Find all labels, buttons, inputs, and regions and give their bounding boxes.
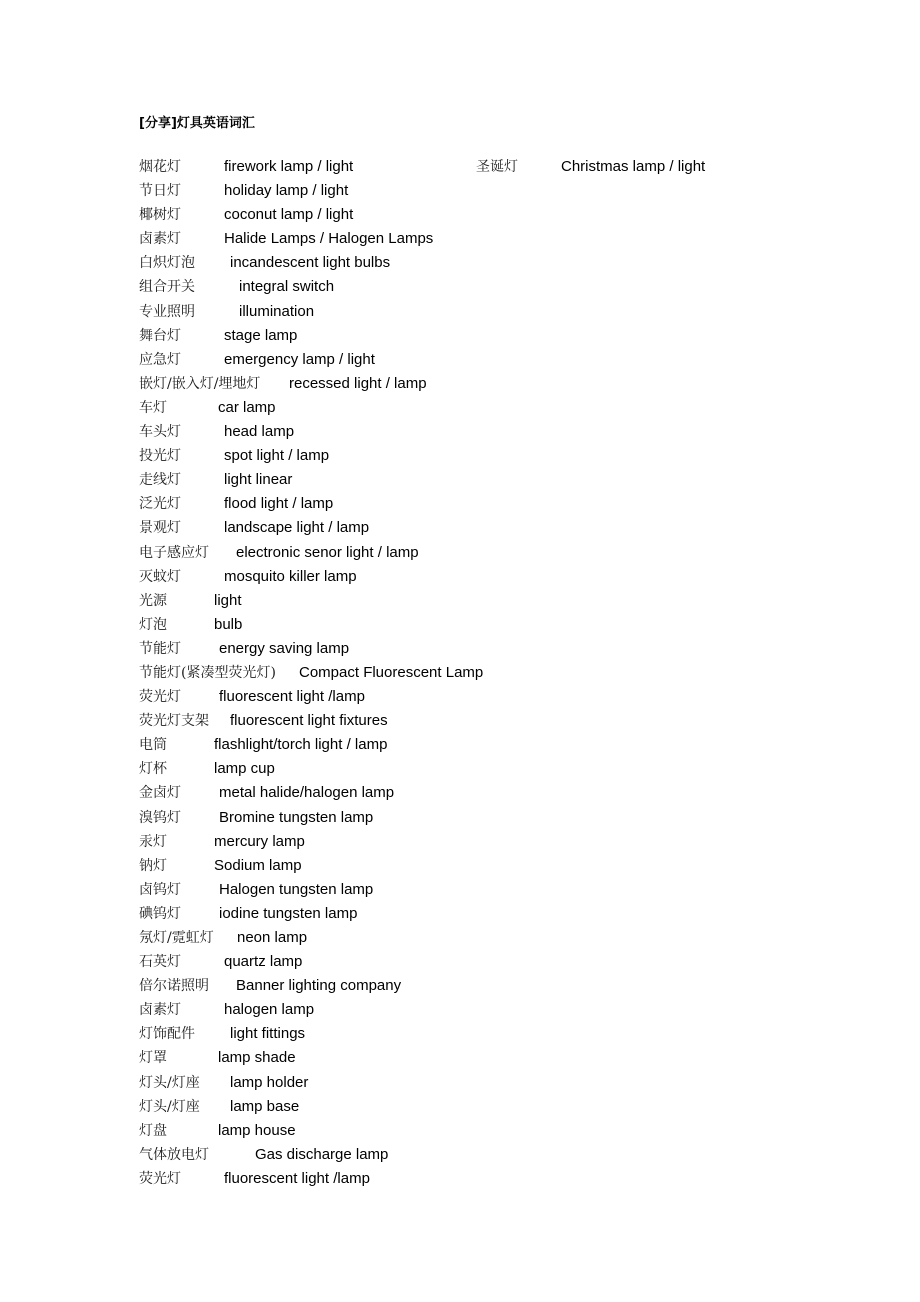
english-term: Halogen tungsten lamp (219, 880, 374, 898)
chinese-term: 车头灯 (139, 424, 181, 441)
vocab-row (139, 300, 779, 324)
vocab-row (139, 1071, 779, 1095)
vocab-row (139, 179, 779, 203)
chinese-term: 车灯 (139, 399, 167, 416)
chinese-term: 灯头/灯座 (139, 1098, 200, 1115)
chinese-term: 卤素灯 (139, 1002, 181, 1019)
english-term: firework lamp / light (224, 158, 354, 175)
english-term: coconut lamp / light (224, 206, 354, 224)
english-term: incandescent light bulbs (230, 254, 391, 272)
english-term: flood light / lamp (224, 495, 334, 513)
english-term: recessed light / lamp (289, 374, 427, 392)
chinese-term: 荧光灯 (139, 689, 181, 706)
chinese-term: 节日灯 (139, 183, 181, 200)
vocab-row (139, 1167, 779, 1191)
vocab-row (139, 468, 779, 492)
vocab-row (139, 227, 779, 251)
vocab-row (139, 830, 779, 854)
vocab-row (139, 661, 779, 685)
vocab-row (139, 613, 779, 637)
english-term: Christmas lamp / light (561, 158, 706, 175)
vocab-row (139, 709, 779, 733)
chinese-term: 节能灯 (139, 640, 181, 657)
english-term: lamp shade (218, 1049, 296, 1067)
chinese-term: 卤素灯 (139, 231, 181, 248)
chinese-term: 灯罩 (139, 1050, 167, 1067)
english-term: energy saving lamp (219, 639, 350, 657)
chinese-term: 光源 (139, 592, 167, 609)
chinese-term: 圣诞灯 (476, 159, 518, 175)
vocab-row (139, 902, 779, 926)
chinese-term: 应急灯 (139, 351, 181, 368)
english-term: landscape light / lamp (224, 519, 370, 537)
vocab-row (139, 998, 779, 1022)
chinese-term: 荧光灯支架 (139, 713, 209, 730)
chinese-term: 灯头/灯座 (139, 1074, 200, 1091)
chinese-term: 溴钨灯 (139, 809, 181, 826)
chinese-term: 灭蚊灯 (139, 568, 181, 585)
chinese-term: 卤钨灯 (139, 881, 181, 898)
english-term: metal halide/halogen lamp (219, 784, 395, 802)
english-term: halogen lamp (224, 1001, 315, 1019)
english-term: flashlight/torch light / lamp (214, 736, 388, 754)
vocab-row (139, 854, 779, 878)
vocab-row (139, 878, 779, 902)
chinese-term: 倍尔诺照明 (139, 978, 209, 995)
english-term: Gas discharge lamp (255, 1145, 389, 1163)
english-term: holiday lamp / light (224, 182, 349, 200)
vocab-row (139, 950, 779, 974)
vocab-row (139, 1095, 779, 1119)
vocab-row (139, 444, 779, 468)
english-term: Halide Lamps / Halogen Lamps (224, 230, 434, 248)
english-term: mosquito killer lamp (224, 567, 357, 585)
english-term: bulb (214, 615, 243, 633)
vocab-row (139, 589, 779, 613)
chinese-term: 舞台灯 (139, 327, 181, 344)
chinese-term: 嵌灯/嵌入灯/埋地灯 (139, 375, 261, 392)
chinese-term: 走线灯 (139, 472, 181, 489)
vocab-row (139, 806, 779, 830)
english-term: integral switch (239, 278, 335, 296)
vocab-row (139, 251, 779, 275)
vocab-row (139, 733, 779, 757)
english-term: light (214, 591, 242, 609)
english-term: neon lamp (237, 929, 308, 946)
english-term: stage lamp (224, 326, 298, 344)
chinese-term: 组合开关 (139, 279, 195, 296)
chinese-term: 灯杯 (139, 761, 167, 778)
vocab-row (139, 1119, 779, 1143)
english-term: spot light / lamp (224, 447, 330, 465)
vocab-row (139, 203, 779, 227)
chinese-term: 氖灯/霓虹灯 (139, 930, 214, 946)
english-term: head lamp (224, 423, 295, 441)
english-term: quartz lamp (224, 953, 303, 971)
vocab-row (139, 348, 779, 372)
vocab-row (139, 541, 779, 565)
vocab-row (139, 685, 779, 709)
english-term: Banner lighting company (236, 977, 402, 995)
chinese-term: 荧光灯 (139, 1170, 181, 1187)
vocab-row (139, 516, 779, 540)
english-term: Compact Fluorescent Lamp (299, 663, 484, 681)
vocab-row (139, 926, 779, 950)
english-term: Sodium lamp (214, 856, 302, 874)
vocab-row (139, 781, 779, 805)
vocab-row (139, 275, 779, 299)
english-term: fluorescent light fixtures (230, 712, 388, 730)
chinese-term: 电子感应灯 (139, 544, 209, 561)
english-term: Bromine tungsten lamp (219, 808, 374, 826)
vocab-row (139, 492, 779, 516)
chinese-term: 汞灯 (139, 833, 167, 850)
vocab-row (139, 420, 779, 444)
chinese-term: 白炽灯泡 (139, 255, 195, 272)
chinese-term: 钠灯 (139, 857, 167, 874)
chinese-term: 烟花灯 (139, 159, 181, 175)
vocab-row (139, 324, 779, 348)
chinese-term: 碘钨灯 (139, 905, 181, 922)
english-term: car lamp (218, 398, 276, 416)
chinese-term: 椰树灯 (139, 207, 181, 224)
english-term: fluorescent light /lamp (219, 688, 365, 706)
vocab-row (139, 565, 779, 589)
chinese-term: 气体放电灯 (139, 1146, 209, 1163)
chinese-term: 节能灯(紧凑型荧光灯) (139, 664, 276, 681)
vocab-row (139, 1046, 779, 1070)
vocabulary-list (139, 155, 779, 1191)
chinese-term: 灯盘 (139, 1122, 167, 1139)
english-term: illumination (239, 302, 315, 320)
chinese-term: 投光灯 (139, 448, 181, 465)
chinese-term: 景观灯 (139, 520, 181, 537)
vocab-row (139, 974, 779, 998)
english-term: lamp house (218, 1121, 296, 1139)
page-title: [分享]灯具英语词汇 (139, 116, 255, 131)
vocab-row (139, 1143, 779, 1167)
english-term: lamp holder (230, 1073, 309, 1091)
english-term: lamp base (230, 1097, 300, 1115)
vocab-row (139, 396, 779, 420)
chinese-term: 金卤灯 (139, 785, 181, 802)
english-term: electronic senor light / lamp (236, 543, 419, 561)
chinese-term: 灯饰配件 (139, 1026, 195, 1043)
vocab-row (139, 1022, 779, 1046)
english-term: light linear (224, 471, 293, 489)
english-term: iodine tungsten lamp (219, 904, 358, 922)
chinese-term: 专业照明 (139, 303, 195, 320)
chinese-term: 泛光灯 (139, 496, 181, 513)
chinese-term: 灯泡 (139, 616, 167, 633)
english-term: mercury lamp (214, 832, 305, 850)
chinese-term: 石英灯 (139, 954, 181, 971)
vocab-row (139, 372, 779, 396)
english-term: emergency lamp / light (224, 350, 375, 368)
vocab-row (139, 757, 779, 781)
vocab-row (139, 155, 779, 179)
english-term: fluorescent light /lamp (224, 1169, 370, 1187)
vocab-row (139, 637, 779, 661)
english-term: lamp cup (214, 760, 275, 778)
chinese-term: 电筒 (139, 737, 167, 754)
english-term: light fittings (230, 1025, 306, 1043)
